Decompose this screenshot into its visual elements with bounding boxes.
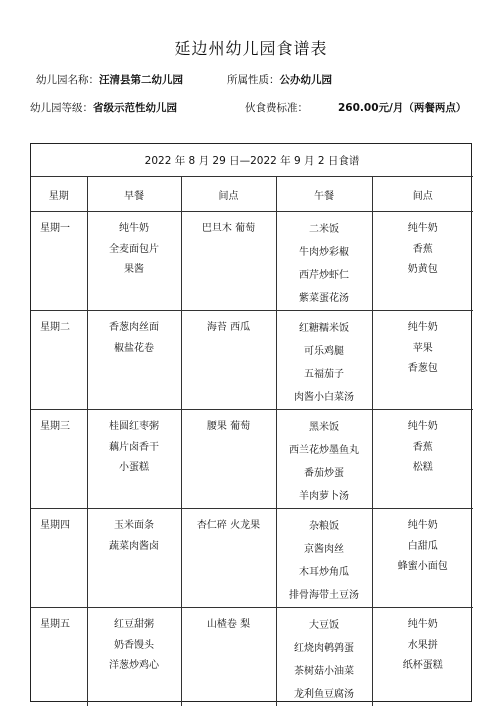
menu-item: 腰果 葡萄 (206, 421, 251, 432)
menu-item: 洋葱炒鸡心 (109, 660, 159, 671)
menu-item: 纯牛奶 (407, 619, 438, 630)
menu-item: 羊肉萝卜汤 (299, 491, 349, 502)
menu-item: 果酱 (124, 264, 144, 275)
header-snack-morning: 间点 (181, 177, 276, 212)
menu-item: 水果拼 (407, 639, 438, 651)
menu-table-frame (30, 143, 472, 702)
menu-item: 纯牛奶 (407, 421, 438, 432)
snack-cell (182, 311, 276, 339)
snack-cell (373, 212, 474, 281)
header-lunch: 午餐 (276, 177, 372, 212)
lunch-cell (277, 410, 372, 508)
menu-item: 香葱包 (407, 363, 438, 374)
breakfast-cell (88, 608, 181, 677)
table-row (31, 212, 473, 311)
day-label: 星期四 (40, 520, 70, 531)
lunch-cell (277, 608, 372, 706)
week-caption: 2022 年 8 月 29 日—2022 年 9 月 2 日食谱 (31, 144, 473, 177)
menu-item: 蜂蜜小面包 (397, 561, 448, 572)
menu-item: 西芹炒虾仁 (299, 270, 349, 281)
menu-item: 木耳炒角瓜 (299, 567, 349, 578)
menu-item: 松糕 (412, 462, 433, 473)
menu-item: 苹果 (412, 342, 433, 354)
menu-item: 杏仁碎 火龙果 (196, 520, 261, 531)
table-row (31, 311, 473, 410)
menu-item: 白甜瓜 (407, 540, 438, 552)
menu-item: 香葱肉丝面 (109, 322, 159, 333)
menu-item: 纸杯蛋糕 (402, 660, 443, 671)
grade-label: 幼儿园等级： (30, 102, 93, 114)
breakfast-cell (88, 410, 181, 479)
fee-label: 伙食费标准： (245, 102, 308, 114)
menu-item: 茶树菇小油菜 (294, 666, 354, 677)
menu-item: 纯牛奶 (407, 520, 438, 531)
table-row (31, 509, 473, 608)
menu-item: 纯牛奶 (407, 322, 438, 333)
menu-item: 奶黄包 (407, 264, 438, 275)
table-row (31, 410, 473, 509)
nature-label: 所属性质： (227, 74, 280, 86)
header-row (31, 177, 473, 212)
day-label: 星期一 (40, 223, 70, 234)
menu-item: 西兰花炒墨鱼丸 (289, 445, 359, 456)
snack-cell (373, 311, 474, 380)
menu-item: 牛肉炒彩椒 (299, 247, 349, 258)
menu-item: 小蛋糕 (119, 462, 149, 473)
menu-item: 椒盐花卷 (114, 342, 154, 354)
menu-item: 红糖糯米饭 (299, 323, 349, 334)
menu-item: 红烧肉鹌鹑蛋 (294, 643, 354, 654)
menu-item: 排骨海带土豆汤 (289, 590, 359, 601)
snack-cell (182, 509, 276, 537)
menu-item: 纯牛奶 (119, 223, 149, 234)
menu-item: 红豆甜粥 (114, 619, 154, 630)
nature-row (227, 72, 332, 87)
fee-row (245, 100, 466, 115)
snack-cell (182, 212, 276, 240)
menu-item: 黑米饭 (309, 422, 339, 433)
breakfast-cell (88, 509, 181, 557)
menu-item: 龙利鱼豆腐汤 (294, 689, 354, 700)
menu-item: 玉米面条 (114, 520, 154, 531)
menu-item: 香蕉 (412, 243, 433, 255)
header-day: 星期 (31, 177, 87, 212)
kindergarten-name-row (36, 72, 183, 87)
menu-item: 桂圆红枣粥 (109, 421, 159, 432)
menu-item: 奶香馒头 (114, 639, 154, 651)
menu-item: 番茄炒蛋 (304, 468, 344, 479)
menu-item: 杂粮饭 (309, 521, 339, 532)
header-breakfast: 早餐 (87, 177, 181, 212)
menu-item: 五福茄子 (304, 369, 344, 380)
menu-item: 可乐鸡腿 (304, 346, 344, 357)
menu-item: 京酱肉丝 (304, 544, 344, 555)
header-snack-afternoon: 间点 (372, 177, 473, 212)
lunch-cell (277, 212, 372, 310)
grade-value: 省级示范性幼儿园 (93, 102, 177, 114)
menu-item: 蔬菜肉酱卤 (109, 540, 159, 552)
snack-cell (373, 608, 474, 677)
fee-value: 260.00元/月（两餐两点） (338, 102, 467, 114)
menu-item: 二米饭 (309, 224, 339, 235)
snack-cell (182, 608, 276, 636)
menu-item: 藕片卤香干 (109, 441, 159, 453)
breakfast-cell (88, 212, 181, 281)
page-title: 延边州幼儿园食谱表 (174, 39, 328, 58)
menu-item: 巴旦木 葡萄 (201, 223, 256, 234)
snack-cell (182, 410, 276, 438)
menu-item: 香蕉 (412, 441, 433, 453)
menu-item: 紫菜蛋花汤 (299, 293, 349, 304)
kindergarten-name-value: 汪清县第二幼儿园 (99, 74, 183, 86)
breakfast-cell (88, 311, 181, 359)
grade-row (30, 100, 177, 115)
menu-item: 山楂卷 梨 (206, 619, 251, 630)
menu-item: 全麦面包片 (109, 243, 159, 255)
lunch-cell (277, 311, 372, 409)
lunch-cell (277, 509, 372, 607)
snack-cell (373, 410, 474, 479)
menu-table (31, 144, 473, 706)
day-label: 星期三 (40, 421, 70, 432)
nature-value: 公办幼儿园 (279, 74, 332, 86)
day-label: 星期五 (40, 619, 70, 630)
menu-item: 肉酱小白菜汤 (294, 392, 354, 403)
menu-item: 海苔 西瓜 (206, 322, 251, 333)
snack-cell (373, 509, 474, 578)
day-label: 星期二 (40, 322, 70, 333)
menu-item: 纯牛奶 (407, 223, 438, 234)
kindergarten-name-label: 幼儿园名称： (36, 74, 99, 86)
table-row (31, 608, 473, 707)
menu-item: 大豆饭 (309, 620, 339, 631)
caption-row (31, 144, 473, 177)
